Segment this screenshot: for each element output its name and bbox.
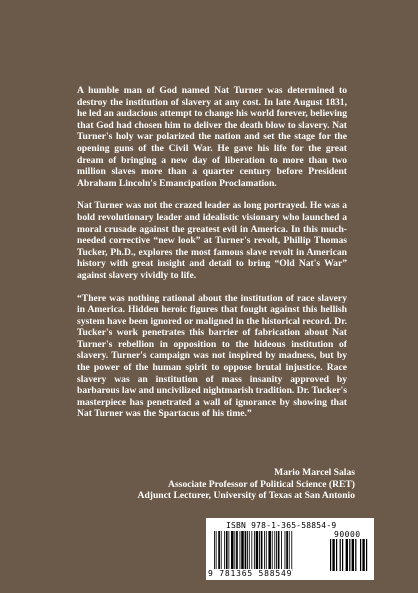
reviewer-affiliation: Adjunct Lecturer, University of Texas at San Antonio (137, 490, 355, 502)
isbn-label: ISBN 978-1-365-58854-9 (226, 521, 337, 530)
ean-digits: 9 781365 588549 (208, 569, 293, 578)
barcode-addon-bars-icon (330, 539, 368, 571)
blurb-paragraph-1: A humble man of God named Nat Turner was determined to destroy the institution of slavery at any cost. In late August 1831, he led an audacious attempt to change his world forever, believing that God had chosen him to deliver the death blow to slavery. Nat Turner's holy war polarized the nation and set the stage for the opening guns of the Civil War. He gave his life for the great dream of bringing a new day of liberation to more than two million slaves more than a quarter century before President Abraham Lincoln's Emancipation Proclamation. (77, 85, 347, 189)
blurb-paragraph-2: Nat Turner was not the crazed leader as long portrayed. He was a bold revolutionary leader and idealistic visionary who launched a moral crusade against the greatest evil in America. In this much-needed corrective “new look” at Turner's revolt, Phillip Thomas Tucker, Ph.D., explores the most famous slave revolt in American history with great insight and detail to bring “Old Nat's War” against slavery vividly to life. (77, 200, 347, 281)
review-attribution (77, 467, 355, 502)
barcode-addon-label: 90000 (334, 530, 361, 539)
review-quote: “There was nothing rational about the institution of race slavery in America. Hidden heroic figures that fought against this hellish system have been ignored or maligned in the historical record. Dr. Tucker's work penetrates this barrier of fabrication about Nat Turner's rebellion in opposition to the hideous institution of slavery. Turner's campaign was not inspired by madness, but by the power of the human spirit to oppose brutal injustice. Race slavery was an institution of mass insanity approved by barbarous law and uncivilized nightmarish tradition. Dr. Tucker's masterpiece has penetrated a wall of ignorance by showing that Nat Turner was the Spartacus of his time.” (77, 292, 348, 420)
reviewer-name: Mario Marcel Salas (274, 467, 355, 478)
blurb-text (77, 85, 347, 426)
isbn-barcode (206, 518, 374, 580)
barcode-bars-icon (214, 531, 324, 571)
reviewer-title: Associate Professor of Political Science (RET) (168, 478, 355, 490)
